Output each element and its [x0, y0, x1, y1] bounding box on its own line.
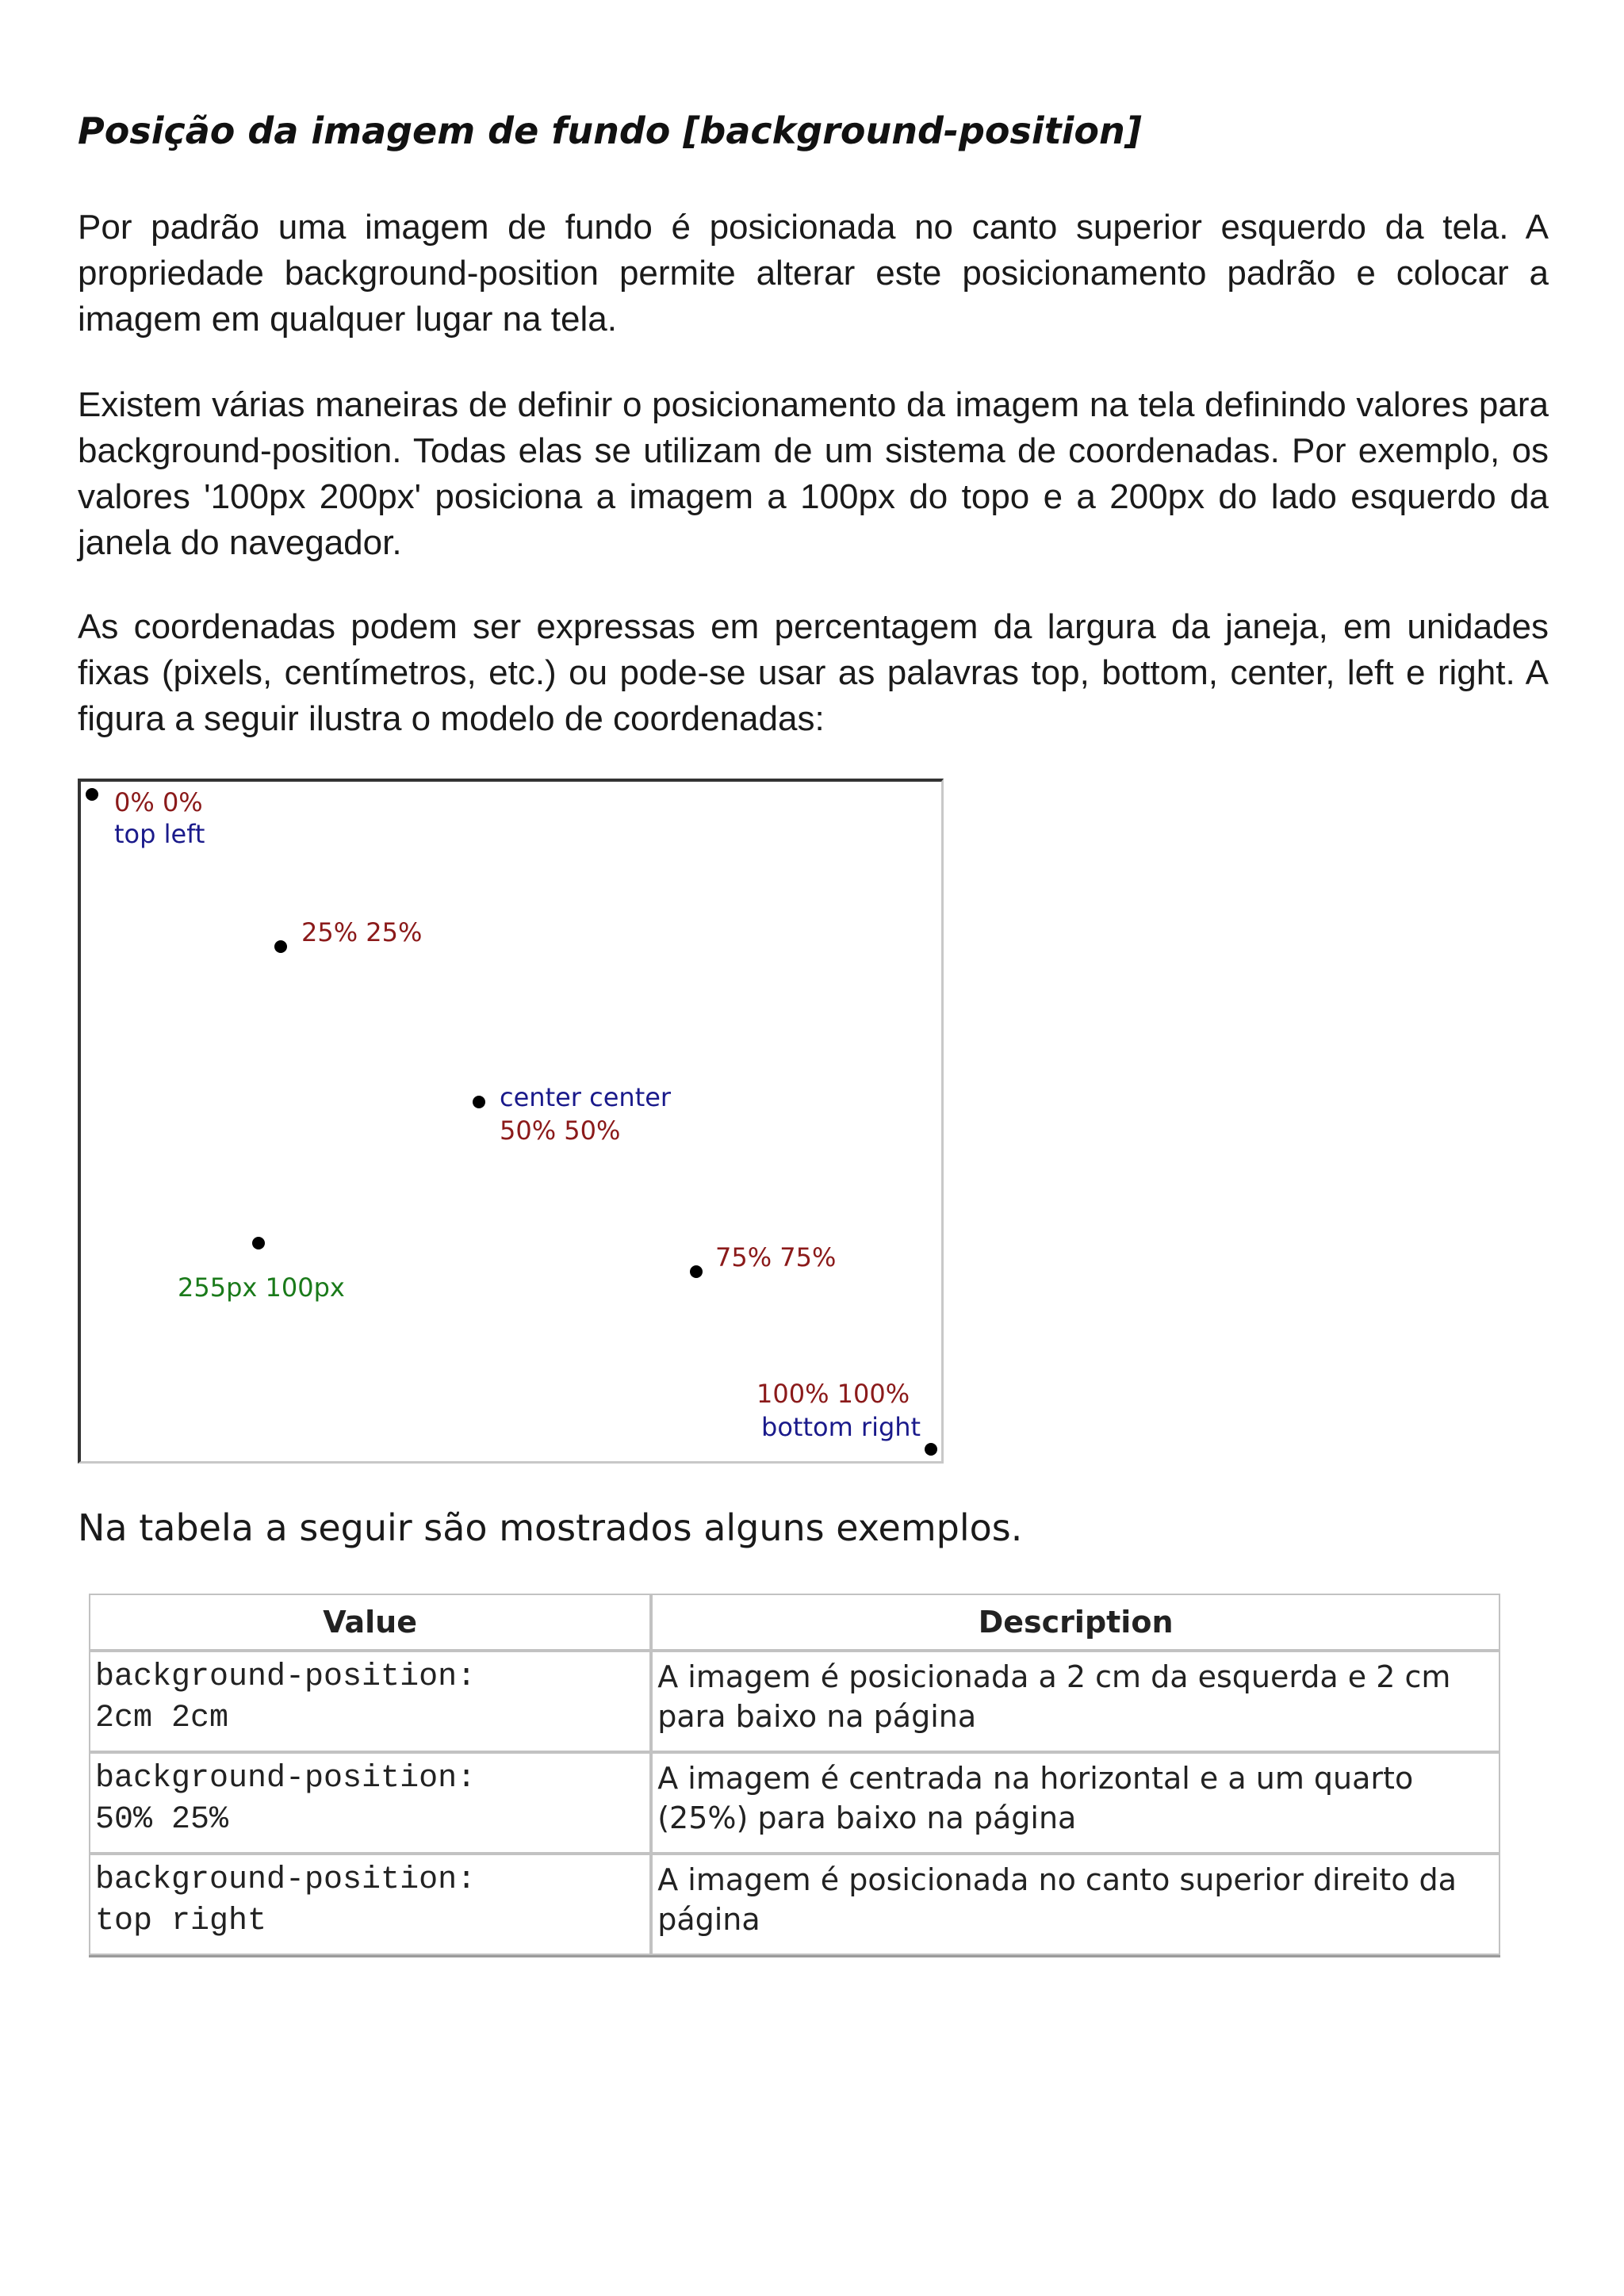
cell-description: A imagem é centrada na horizontal e a um quarto (25%) para baixo na página [651, 1752, 1500, 1854]
label-top-left-percent: 0% 0% [114, 787, 203, 817]
label-bottom-right-percent: 100% 100% [756, 1379, 910, 1409]
label-center-percent: 50% 50% [500, 1115, 621, 1146]
label-top-left-words: top left [114, 819, 205, 849]
table-header-row [89, 1594, 1500, 1651]
section-heading: Posição da imagem de fundo [background-position] [78, 109, 1142, 152]
cell-value: background-position: 2cm 2cm [89, 1651, 651, 1752]
dot-bottom-right [925, 1443, 937, 1456]
label-75-75: 75% 75% [715, 1242, 837, 1272]
cell-value: background-position: top right [89, 1854, 651, 1955]
label-center-words: center center [500, 1082, 672, 1112]
cell-description: A imagem é posicionada no canto superior direito da página [651, 1854, 1500, 1955]
examples-table [89, 1594, 1500, 1957]
paragraph-units: As coordenadas podem ser expressas em percentagem da largura da janeja, em unidades fixas (pixels, centímetros, etc.) ou pode-se usar as palavras top, bottom, center, left e right. A figura a seguir ilustra o modelo de coordenadas: [78, 607, 1549, 738]
label-bottom-right-words: bottom right [761, 1412, 921, 1442]
table-row [89, 1854, 1500, 1955]
coordinate-diagram [78, 779, 944, 1464]
cell-value: background-position: 50% 25% [89, 1752, 651, 1854]
dot-center [473, 1096, 485, 1108]
label-255px-100px: 255px 100px [178, 1272, 345, 1303]
header-description: Description [651, 1594, 1500, 1651]
table-caption: Na tabela a seguir são mostrados alguns exemplos. [78, 1506, 1023, 1549]
dot-75-75 [690, 1265, 703, 1278]
table-row [89, 1752, 1500, 1854]
paragraph-coordinate-system: Existem várias maneiras de definir o posicionamento da imagem na tela definindo valores para background-position. Todas elas se utilizam de um sistema de coordenadas. Por exemplo, os valores '100px 200px' posiciona a imagem a 100px do topo e a 200px do lado esquerdo da janela do navegador. [78, 385, 1549, 562]
paragraph-default-position: Por padrão uma imagem de fundo é posicionada no canto superior esquerdo da tela. A propriedade background-position permite alterar este posicionamento padrão e colocar a imagem em qualquer lugar na tela. [78, 208, 1549, 339]
dot-top-left [86, 788, 98, 801]
header-value: Value [89, 1594, 651, 1651]
dot-25-25 [274, 940, 287, 953]
dot-255px-100px [252, 1237, 265, 1249]
table-row [89, 1651, 1500, 1752]
label-25-25: 25% 25% [301, 917, 423, 947]
cell-description: A imagem é posicionada a 2 cm da esquerda e 2 cm para baixo na página [651, 1651, 1500, 1752]
